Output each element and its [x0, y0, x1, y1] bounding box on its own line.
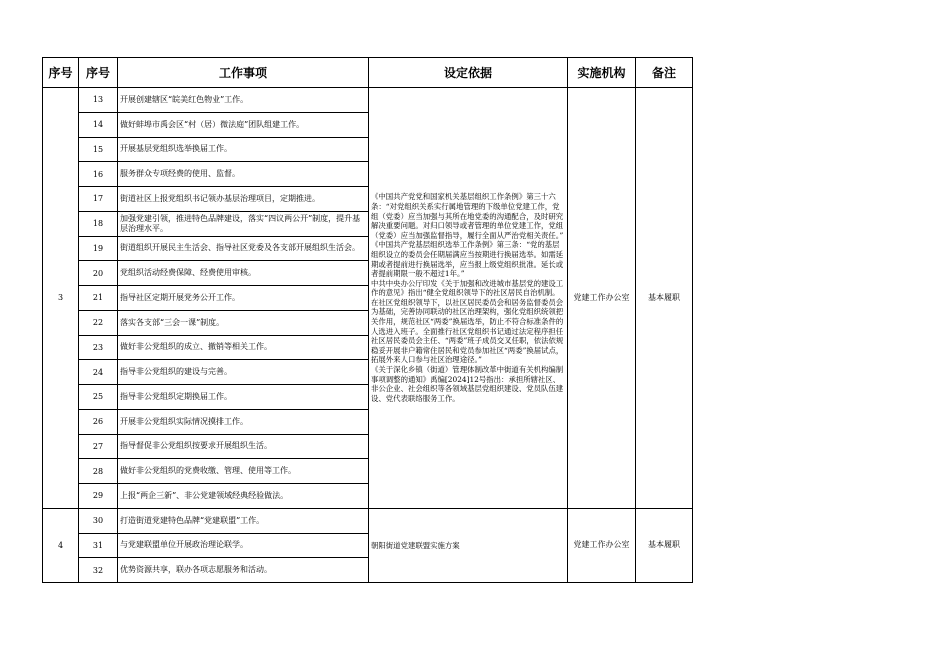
- basis-paragraph: 中共中央办公厅印发《关于加强和改进城市基层党的建设工作的意见》指出“健全党组织领导下的社区居民自治机制。在社区党组织领导下，以社区居民委员会和居务监督委员会为基础，完善协同联动的社区治理架构，强化党组织统领把关作用，规范社区“两委”换届选举，防止不符合标准条件的人选进入班子。全面推行社区党组织书记通过法定程序担任社区居民委员会主任、“两委”班子成员交叉任职，依法依规稳妥开展非户籍常住居民和党员参加社区“两委”换届试点，拓展外来人口参与社区治理途径。”: [371, 278, 564, 365]
- item-number: 15: [79, 137, 118, 162]
- item-number: 32: [79, 558, 118, 583]
- org-cell: 党建工作办公室: [568, 508, 636, 582]
- item-number: 17: [79, 187, 118, 212]
- task-cell: 做好非公党组织的成立、撤销等相关工作。: [118, 335, 369, 360]
- item-number: 13: [79, 88, 118, 113]
- item-number: 25: [79, 385, 118, 410]
- task-cell: 上报“两企三新”、非公党建领域经典经验做法。: [118, 484, 369, 509]
- task-cell: 指导非公党组织的建设与完善。: [118, 360, 369, 385]
- task-cell: 服务群众专项经费的使用、监督。: [118, 162, 369, 187]
- item-number: 27: [79, 434, 118, 459]
- task-cell: 开展基层党组织选举换届工作。: [118, 137, 369, 162]
- task-cell: 街道组织开展民主生活会、指导社区党委及各支部开展组织生活会。: [118, 236, 369, 261]
- item-number: 29: [79, 484, 118, 509]
- task-cell: 指导督促非公党组织按要求开展组织生活。: [118, 434, 369, 459]
- item-number: 14: [79, 112, 118, 137]
- basis-paragraph: 《关于深化乡镇（街道）管理体制改革中街道有关机构编制事项调整的通知》禹编[2024]12号指出：承担所辖社区、非公企业、社会组织等各领域基层党组织建设、党员队伍建设、党代表联络服务工作。: [371, 365, 564, 403]
- note-cell: 基本履职: [636, 88, 693, 509]
- item-number: 19: [79, 236, 118, 261]
- group-number: 3: [43, 88, 79, 509]
- header-org: 实施机构: [568, 58, 636, 88]
- task-cell: 加强党建引领，推进特色品牌建设，落实“四议两公开”制度，提升基层治理水平。: [118, 211, 369, 236]
- basis-paragraph: 《中国共产党党和国家机关基层组织工作条例》第三十六条：“对党组织关系实行属地管理的下级单位党建工作，党组（党委）应当加强与其所在地党委的沟通配合，及时研究解决重要问题。对归口领导或者管理的单位党建工作，党组（党委）应当加强监督指导，履行全面从严治党相关责任。”: [371, 192, 564, 240]
- header-basis: 设定依据: [369, 58, 568, 88]
- table-row: [43, 88, 693, 113]
- org-cell: 党建工作办公室: [568, 88, 636, 509]
- task-cell: 做好非公党组织的党费收缴、管理、使用等工作。: [118, 459, 369, 484]
- task-cell: 与党建联盟单位开展政治理论联学。: [118, 533, 369, 558]
- header-row: [43, 58, 693, 88]
- task-cell: 指导社区定期开展党务公开工作。: [118, 286, 369, 311]
- item-number: 26: [79, 409, 118, 434]
- task-cell: 落实各支部“三会一课”制度。: [118, 310, 369, 335]
- basis-paragraph: 《中国共产党基层组织选举工作条例》第三条：“党的基层组织设立的委员会任期届满应当按期进行换届选举。如需延期或者提前进行换届选举，应当报上级党组织批准。延长或者提前期限一般不超过1年。”: [371, 240, 564, 279]
- basis-paragraph: 朝阳街道党建联盟实施方案: [371, 540, 460, 550]
- item-number: 31: [79, 533, 118, 558]
- duty-table: [42, 57, 693, 583]
- note-cell: 基本履职: [636, 508, 693, 582]
- task-cell: 优势资源共享，联办各项志愿服务和活动。: [118, 558, 369, 583]
- task-cell: 开展创建辖区“皖美红色物业”工作。: [118, 88, 369, 113]
- item-number: 22: [79, 310, 118, 335]
- basis-cell: [369, 88, 568, 509]
- task-cell: 指导非公党组织定期换届工作。: [118, 385, 369, 410]
- group-number: 4: [43, 508, 79, 582]
- header-item-no: 序号: [79, 58, 118, 88]
- task-cell: 做好蚌埠市禹会区“村（居）微法庭”团队组建工作。: [118, 112, 369, 137]
- header-group-no: 序号: [43, 58, 79, 88]
- item-number: 21: [79, 286, 118, 311]
- item-number: 20: [79, 261, 118, 286]
- item-number: 24: [79, 360, 118, 385]
- item-number: 18: [79, 211, 118, 236]
- task-cell: 打造街道党建特色品牌“党建联盟”工作。: [118, 508, 369, 533]
- task-cell: 开展非公党组织实际情况摸排工作。: [118, 409, 369, 434]
- item-number: 28: [79, 459, 118, 484]
- item-number: 23: [79, 335, 118, 360]
- table-row: [43, 508, 693, 533]
- task-cell: 党组织活动经费保障、经费使用审核。: [118, 261, 369, 286]
- item-number: 30: [79, 508, 118, 533]
- header-note: 备注: [636, 58, 693, 88]
- basis-cell: [369, 508, 568, 582]
- item-number: 16: [79, 162, 118, 187]
- header-task: 工作事项: [118, 58, 369, 88]
- task-cell: 街道社区上报党组织书记领办基层治理项目，定期推进。: [118, 187, 369, 212]
